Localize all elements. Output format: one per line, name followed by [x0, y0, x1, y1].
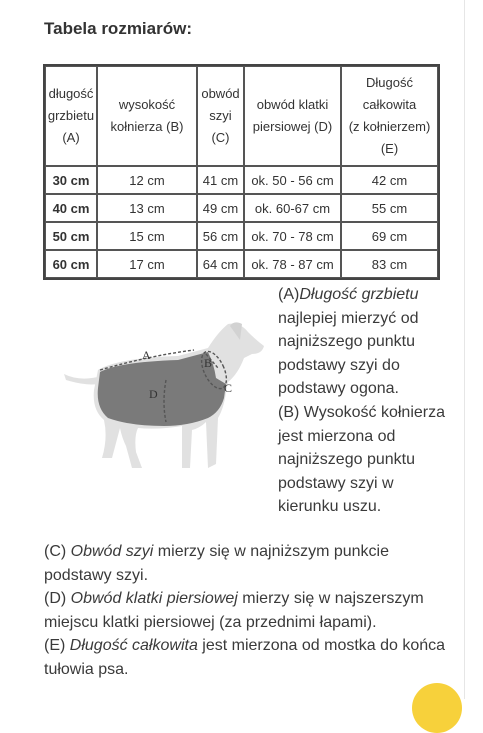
table-row	[45, 166, 438, 194]
cell-total-length: 83 cm	[341, 250, 438, 278]
cell-neck-girth: 64 cm	[197, 250, 244, 278]
cell-chest-girth: ok. 78 - 87 cm	[244, 250, 341, 278]
cell-collar-height: 13 cm	[97, 194, 197, 222]
description-a: (A)Długość grzbietu najlepiej mierzyć od najniższego punktu podstawy szyi do podstawy ogona.	[278, 286, 419, 398]
cell-back-length: 60 cm	[45, 250, 97, 278]
cell-neck-girth: 56 cm	[197, 222, 244, 250]
cell-total-length: 42 cm	[341, 166, 438, 194]
label-d: D	[149, 387, 158, 401]
table-row	[45, 222, 438, 250]
floating-action-button[interactable]	[412, 683, 462, 733]
table-row	[45, 250, 438, 278]
page-edge-divider	[464, 0, 465, 699]
cell-back-length: 30 cm	[45, 166, 97, 194]
cell-back-length: 40 cm	[45, 194, 97, 222]
cell-total-length: 55 cm	[341, 194, 438, 222]
size-table	[43, 64, 440, 280]
cell-neck-girth: 41 cm	[197, 166, 244, 194]
dog-measurement-illustration	[58, 318, 268, 478]
header-collar-height: wysokość kołnierza (B)	[97, 66, 197, 166]
cell-collar-height: 17 cm	[97, 250, 197, 278]
description-e: (E) Długość całkowita jest mierzona od mostka do końca tułowia psa.	[44, 637, 446, 678]
measurement-descriptions-side	[278, 283, 458, 519]
description-c: (C) Obwód szyi mierzy się w najniższym punkcie podstawy szyi.	[44, 543, 389, 584]
table-row	[45, 194, 438, 222]
measurement-descriptions-bottom	[44, 540, 454, 682]
table-header-row	[45, 66, 438, 166]
label-b: B	[204, 356, 213, 370]
cell-total-length: 69 cm	[341, 222, 438, 250]
cell-neck-girth: 49 cm	[197, 194, 244, 222]
header-total-length: Długość całkowita (z kołnierzem) (E)	[341, 66, 438, 166]
cell-back-length: 50 cm	[45, 222, 97, 250]
header-back-length: długość grzbietu (A)	[45, 66, 97, 166]
cell-chest-girth: ok. 70 - 78 cm	[244, 222, 341, 250]
cell-collar-height: 12 cm	[97, 166, 197, 194]
label-a: A	[142, 348, 151, 362]
label-c: C	[224, 381, 233, 395]
page-title: Tabela rozmiarów:	[44, 19, 192, 38]
description-b: (B) Wysokość kołnierza jest mierzona od najniższego punktu podstawy szyi w kierunku uszu.	[278, 403, 446, 516]
cell-chest-girth: ok. 60-67 cm	[244, 194, 341, 222]
cell-collar-height: 15 cm	[97, 222, 197, 250]
cell-chest-girth: ok. 50 - 56 cm	[244, 166, 341, 194]
header-chest-girth: obwód klatki piersiowej (D)	[244, 66, 341, 166]
header-neck-girth: obwód szyi (C)	[197, 66, 244, 166]
description-d: (D) Obwód klatki piersiowej mierzy się w najszerszym miejscu klatki piersiowej (za przednimi łapami).	[44, 590, 424, 631]
